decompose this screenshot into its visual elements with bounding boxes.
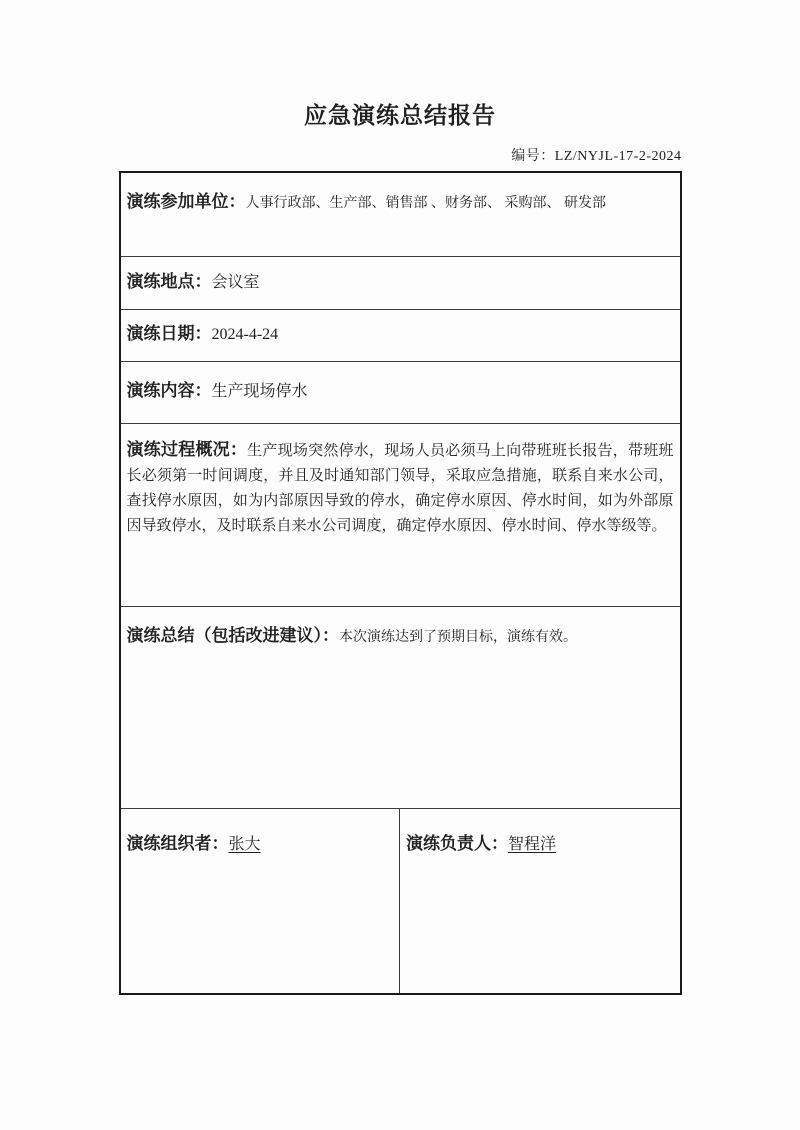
row-signatures [121,808,680,993]
drill-summary-paragraph [127,623,674,650]
cell-organizer [121,809,401,993]
participating-units-value: 人事行政部、生产部、销售部 、财务部、 采购部、 研发部 [245,196,606,212]
organizer-name: 张大 [228,836,261,854]
drill-content-label: 演练内容： [126,381,212,401]
drill-date-value: 2024-4-24 [211,326,279,344]
drill-summary-label: 演练总结（包括改进建议）： [126,626,339,646]
drill-process-paragraph [127,437,674,539]
doc-number-label: 编号： [511,149,555,165]
participating-units-label: 演练参加单位： [126,192,246,212]
drill-process-value: 生产现场突然停水，现场人员必须马上向带班班长报告，带班班长必须第一时间调度，并且及时通知部门领导，采取应急措施，联系自来水公司，查找停水原因，如为内部原因导致的停水，确定停水原因、停水时间，如为外部原因导致停水，及时联系自来水公司调度，确定停水原因、停水时间、停水等级等。 [126,443,674,535]
responsible-person-label: 演练负责人： [406,834,508,854]
drill-date-label: 演练日期： [126,324,212,344]
drill-location-value: 会议室 [211,274,260,292]
row-participating-units [121,173,680,256]
drill-process-label: 演练过程概况： [126,440,248,460]
organizer-label: 演练组织者： [126,834,229,854]
row-drill-content [121,361,680,423]
doc-number-line [119,145,682,165]
doc-number-value: LZ/NYJL-17-2-2024 [554,149,682,165]
responsible-person-name: 智程洋 [508,836,557,854]
cell-responsible-person [400,809,680,993]
drill-location-label: 演练地点： [126,272,212,292]
row-drill-date [121,309,680,361]
report-form-table [119,171,682,995]
row-drill-process [121,423,680,606]
drill-content-value: 生产现场停水 [211,383,308,401]
row-drill-summary [121,606,680,808]
page-title: 应急演练总结报告 [304,103,496,128]
drill-summary-value: 本次演练达到了预期目标，演练有效。 [339,630,577,646]
row-drill-location [121,256,680,309]
